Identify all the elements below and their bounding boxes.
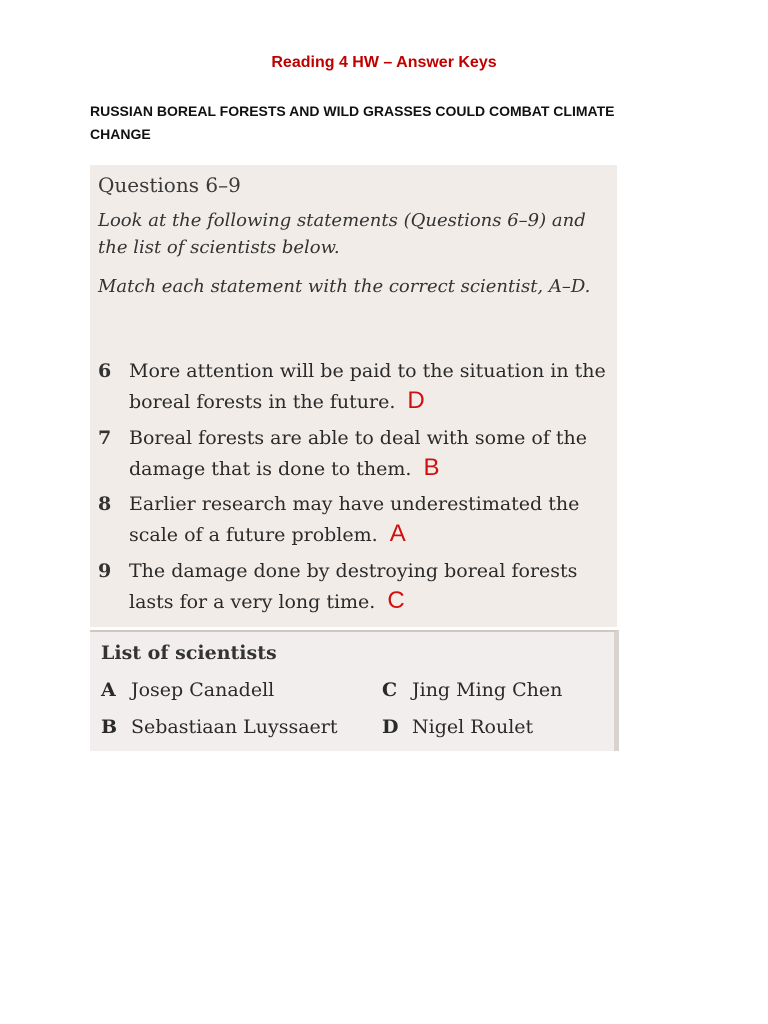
scientist-name: Nigel Roulet (412, 716, 534, 738)
scientist-name: Jing Ming Chen (412, 679, 563, 701)
question-text: More attention will be paid to the situation in the boreal forests in the future. (129, 360, 606, 413)
passage-title: RUSSIAN BOREAL FORESTS AND WILD GRASSES COULD COMBAT CLIMATE CHANGE (90, 103, 615, 142)
question-item (98, 490, 613, 550)
scientist-name: Josep Canadell (131, 679, 275, 701)
question-number: 6 (98, 360, 112, 382)
match-instruction-text: Match each statement with the correct scientist, A–D. (98, 276, 591, 297)
question-number: 7 (98, 427, 112, 449)
scientist-letter: B (101, 716, 118, 738)
answer-letter: C (387, 587, 405, 614)
scientists-list-title: List of scientists (101, 642, 277, 664)
answer-letter: A (389, 520, 406, 547)
question-text: The damage done by destroying boreal forests lasts for a very long time. (129, 560, 578, 613)
answer-letter: B (423, 454, 440, 481)
answer-letter: D (407, 387, 425, 414)
scientist-name: Sebastiaan Luyssaert (131, 716, 338, 738)
document-title: Reading 4 HW – Answer Keys (271, 54, 497, 71)
scientist-item (382, 679, 562, 701)
instruction-text: Look at the following statements (Questions 6–9) and the list of scientists below. (98, 210, 586, 258)
questions-heading: Questions 6–9 (98, 173, 241, 197)
scientist-letter: C (382, 679, 398, 701)
question-number: 9 (98, 560, 112, 582)
question-text: Boreal forests are able to deal with some of the damage that is done to them. (129, 427, 588, 480)
scientist-letter: D (382, 716, 399, 738)
question-item (98, 424, 613, 484)
scientist-letter: A (101, 679, 116, 701)
scientist-item (101, 716, 338, 738)
question-item (98, 357, 613, 417)
scientists-list-box (90, 630, 619, 751)
question-text: Earlier research may have underestimated the scale of a future problem. (129, 493, 580, 546)
scientist-item (382, 716, 533, 738)
questions-scan (90, 165, 617, 627)
question-item (98, 557, 613, 617)
scientist-item (101, 679, 274, 701)
question-number: 8 (98, 493, 112, 515)
